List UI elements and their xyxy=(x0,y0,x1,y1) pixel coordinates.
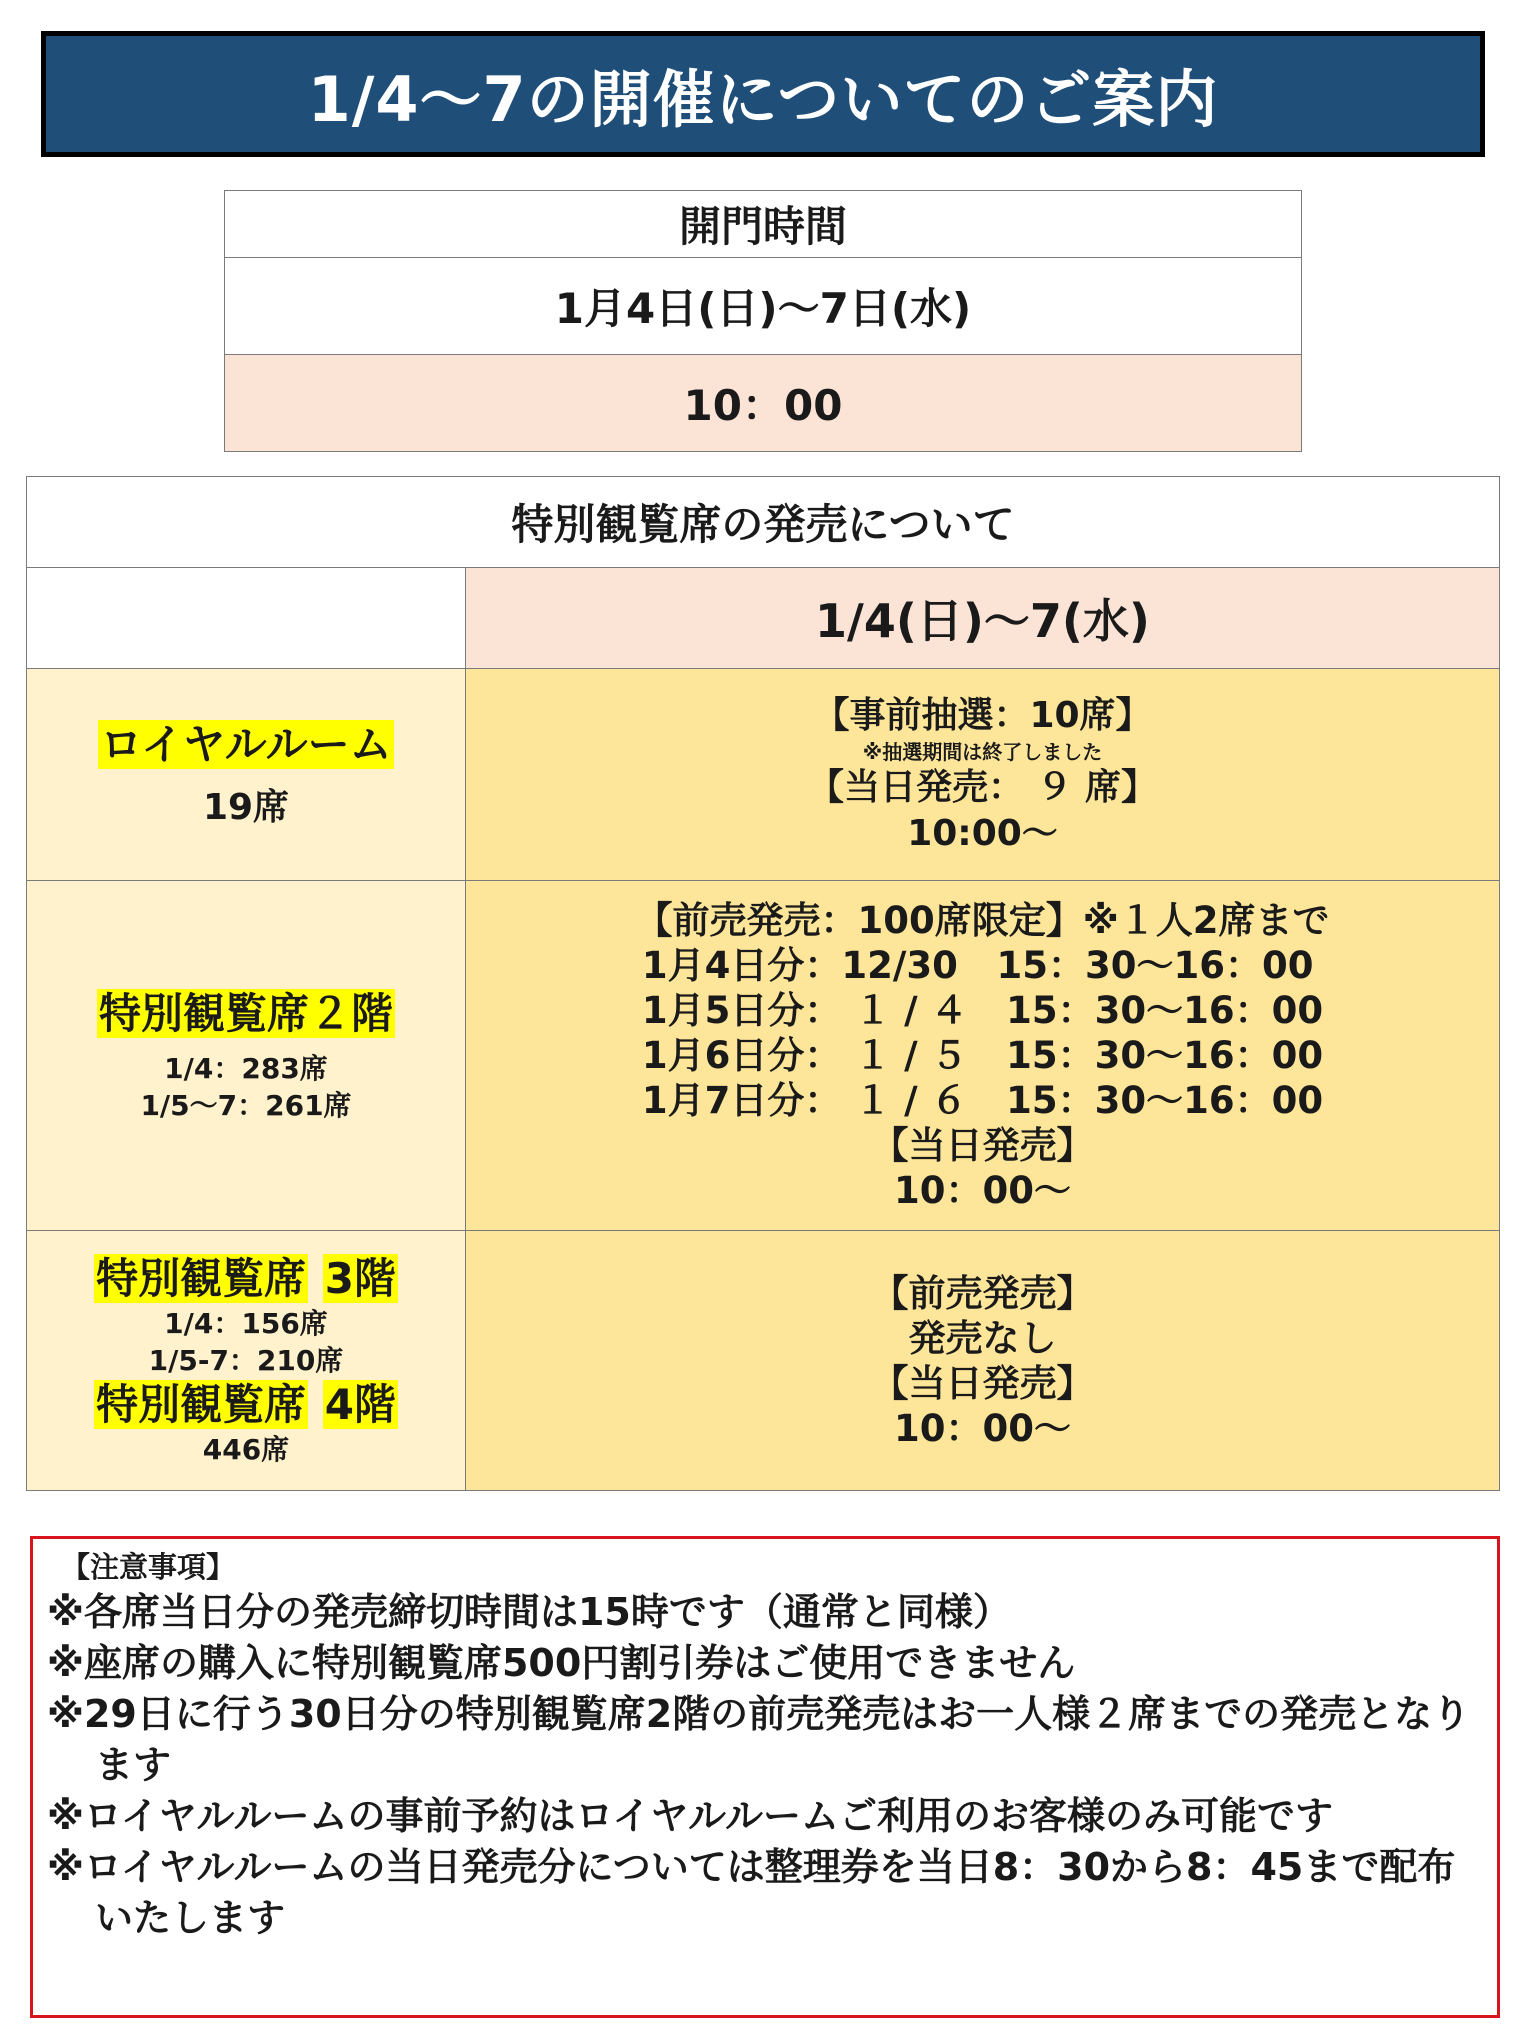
note-item: ※座席の購入に特別観覧席500円割引券はご使用できません xyxy=(47,1641,1076,1685)
sales-title: 特別観覧席の発売について xyxy=(27,477,1500,568)
floor34-details xyxy=(466,1231,1500,1491)
royal-lottery-header: 【事前抽選：10席】 xyxy=(813,694,1152,736)
notes-header: 【注意事項】 xyxy=(61,1550,236,1584)
floor2-cell xyxy=(27,881,466,1231)
royal-room-row xyxy=(27,669,1500,881)
empty-header-cell xyxy=(27,568,466,669)
note-item: ※29日に行う30日分の特別観覧席2階の前売発売はお一人様２席までの発売となります xyxy=(47,1692,1471,1787)
floor4-seats: 446席 xyxy=(202,1433,290,1466)
floor3-seats-other: 1/5-7：210席 xyxy=(148,1344,344,1377)
floor3-level: 3階 xyxy=(324,1254,396,1303)
floor34-sameday-header: 【当日発売】 xyxy=(871,1361,1094,1405)
floor34-sameday-time: 10：00〜 xyxy=(894,1406,1071,1450)
schedule-time: 15：30〜16：00 xyxy=(1006,989,1324,1032)
schedule-row xyxy=(642,988,1323,1033)
floor3-name: 特別観覧席 xyxy=(96,1254,307,1303)
floor3-seats-day1: 1/4：156席 xyxy=(164,1307,328,1340)
schedule-day: 1月7日分： １ / ６ xyxy=(641,1079,968,1122)
floor2-sameday-time: 10：00〜 xyxy=(894,1169,1071,1212)
schedule-row xyxy=(642,1078,1323,1123)
schedule-time: 15：30〜16：00 xyxy=(996,944,1314,987)
gate-time-table xyxy=(224,190,1302,452)
page-title: 1/4〜7の開催についてのご案内 xyxy=(307,62,1219,136)
schedule-day: 1月4日分：12/30 xyxy=(641,944,958,987)
seat-sales-table xyxy=(26,476,1500,1491)
note-item: ※各席当日分の発売締切時間は15時です（通常と同様） xyxy=(47,1590,1011,1634)
floor2-presale-header: 【前売発売：100席限定】※１人2席まで xyxy=(635,899,1330,942)
schedule-row xyxy=(642,943,1323,988)
floor2-row xyxy=(27,881,1500,1231)
royal-sameday-header: 【当日発売： ９ 席】 xyxy=(807,766,1158,808)
floor2-seats-other: 1/5〜7：261席 xyxy=(140,1088,352,1122)
gate-time-label: 開門時間 xyxy=(225,191,1302,258)
royal-room-details xyxy=(466,669,1500,881)
schedule-row xyxy=(642,1033,1323,1078)
sales-date-header: 1/4(日)〜7(水) xyxy=(466,568,1500,669)
floor34-cell xyxy=(27,1231,466,1491)
royal-lottery-note: ※抽選期間は終了しました xyxy=(862,739,1103,764)
floor2-name: 特別観覧席２階 xyxy=(98,988,393,1038)
gate-time-dates: 1月4日(日)〜7日(水) xyxy=(225,258,1302,355)
notes-box xyxy=(30,1536,1500,2018)
royal-room-seats: 19席 xyxy=(202,786,290,828)
floor2-sameday-header: 【当日発売】 xyxy=(871,1124,1094,1167)
floor34-presale-value: 発売なし xyxy=(908,1316,1057,1360)
schedule-time: 15：30〜16：00 xyxy=(1006,1034,1324,1077)
gate-time-value: 10：00 xyxy=(225,355,1302,452)
royal-sameday-time: 10:00〜 xyxy=(907,812,1058,854)
page-title-banner xyxy=(41,31,1485,157)
floor2-details xyxy=(466,881,1500,1231)
floor4-name: 特別観覧席 xyxy=(96,1380,307,1429)
floor4-level: 4階 xyxy=(324,1380,396,1429)
schedule-day: 1月5日分： １ / ４ xyxy=(641,989,968,1032)
floor34-row xyxy=(27,1231,1500,1491)
schedule-day: 1月6日分： １ / ５ xyxy=(641,1034,968,1077)
royal-room-name: ロイヤルルーム xyxy=(100,719,392,769)
floor34-presale-header: 【前売発売】 xyxy=(871,1271,1094,1315)
floor2-seats-day1: 1/4：283席 xyxy=(164,1051,328,1085)
floor2-schedule xyxy=(642,943,1323,1123)
royal-room-cell xyxy=(27,669,466,881)
note-item: ※ロイヤルルームの当日発売分については整理券を当日8：30から8：45まで配布いたします xyxy=(47,1845,1456,1940)
schedule-time: 15：30〜16：00 xyxy=(1006,1079,1324,1122)
note-item: ※ロイヤルルームの事前予約はロイヤルルームご利用のお客様のみ可能です xyxy=(47,1794,1334,1838)
